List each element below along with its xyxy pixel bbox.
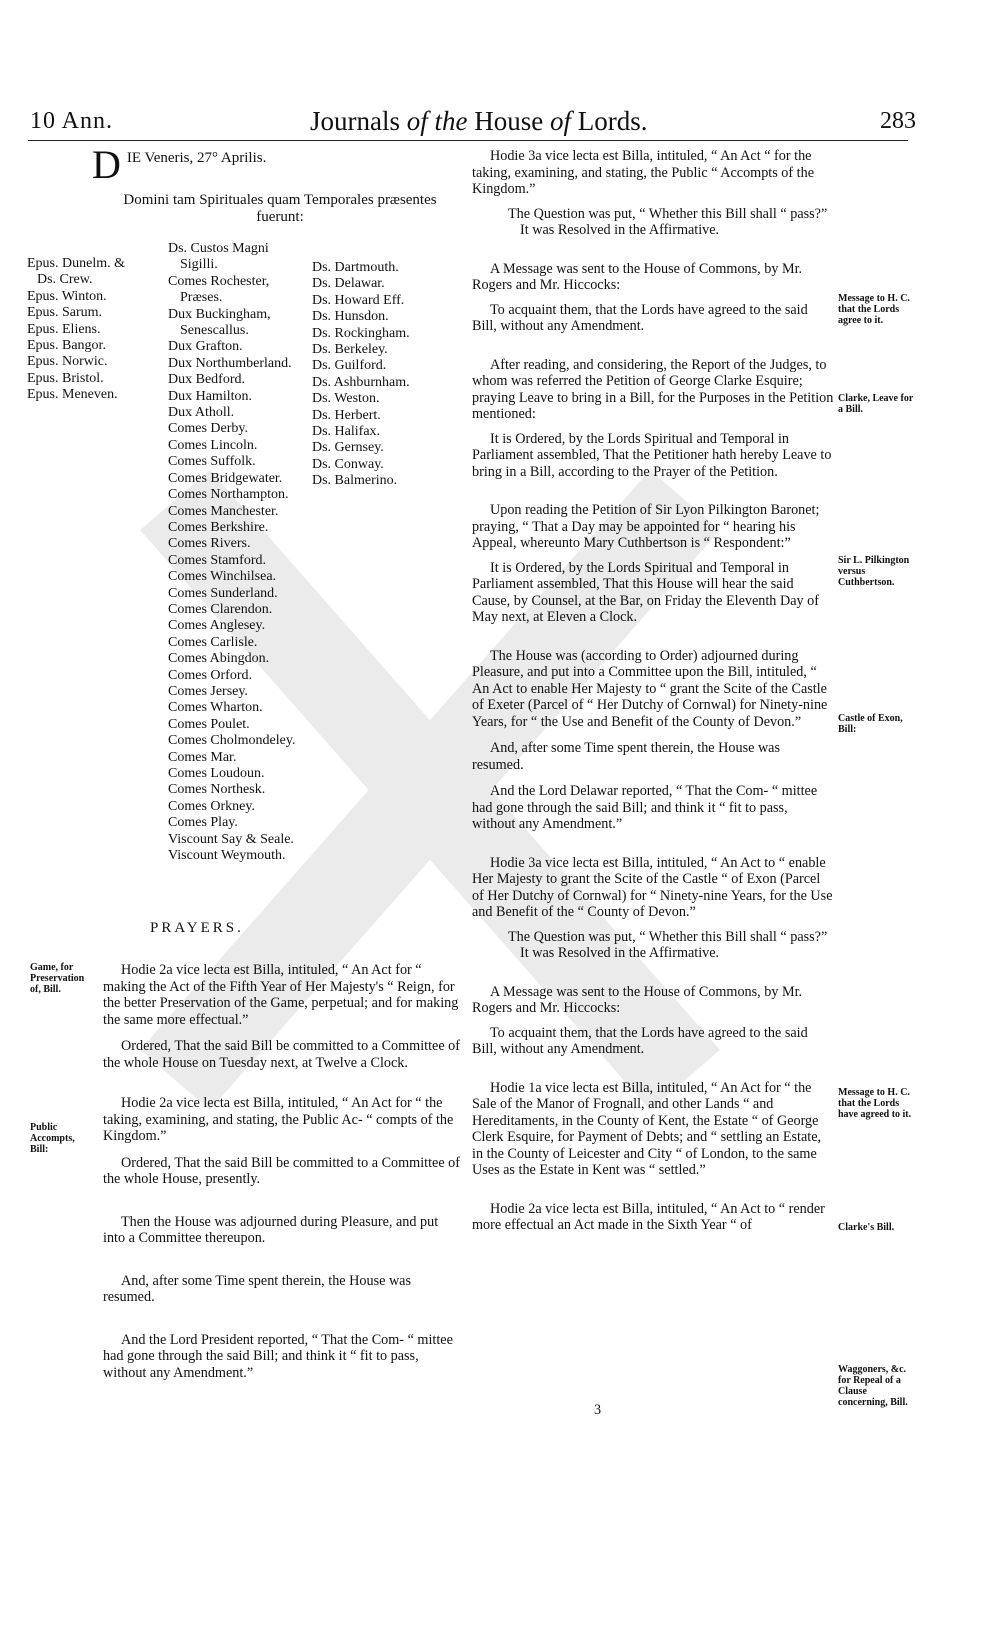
lord-name: Epus. Winton. <box>27 288 107 304</box>
margin-note-clarke-leave: Clarke, Leave for a Bill. <box>838 393 914 415</box>
drop-cap: D <box>92 142 121 187</box>
date-line <box>92 142 452 187</box>
lord-name: Comes Lincoln. <box>168 437 258 453</box>
margin-note-castle: Castle of Exon, Bill: <box>838 713 903 735</box>
right-column <box>472 148 834 1234</box>
page-title <box>310 106 648 137</box>
lord-name: Comes Wharton. <box>168 700 263 716</box>
lord-name: Epus. Norwic. <box>27 354 108 370</box>
prayers-heading: PRAYERS. <box>150 920 244 936</box>
lord-name: Comes Poulet. <box>168 716 250 732</box>
lord-name: Ds. Balmerino. <box>312 473 398 489</box>
lord-name: Viscount Say & Seale. <box>168 831 294 847</box>
paragraph: And the Lord President reported, “ That the Com- “ mittee had gone through the said Bill; and think it “ fit to pass, without any Amendment.” <box>103 1331 453 1381</box>
lord-name: Comes Derby. <box>168 421 248 437</box>
date-text: IE Veneris, 27° Aprilis. <box>126 150 267 166</box>
lord-name: Dux Northumberland. <box>168 355 292 371</box>
paragraph: And the Lord Delawar reported, “ That the Com- “ mittee had gone through the said Bill; and think it “ fit to pass, without any Amendment.” <box>472 783 818 832</box>
lord-name: Epus. Bangor. <box>27 338 106 354</box>
paragraph: And, after some Time spent therein, the House was resumed. <box>103 1272 412 1305</box>
lord-name: Ds. Hunsdon. <box>312 309 389 325</box>
paragraph: After reading, and considering, the Report of the Judges, to whom was referred the Petition of George Clarke Esquire; praying Leave to bring in a Bill, for the Purposes in the Petition mentioned: <box>472 356 834 422</box>
lord-name: Comes Stamford. <box>168 552 266 568</box>
lord-name: Ds. Guilford. <box>312 358 387 374</box>
title-part: of <box>550 106 572 136</box>
paragraph: It was Resolved in the Affirmative. <box>520 222 720 238</box>
lord-name: Ds. Howard Eff. <box>312 292 405 308</box>
lord-name: Ds. Custos Magni <box>168 241 269 256</box>
lord-name: Comes Northesk. <box>168 782 266 798</box>
lord-name: Comes Northampton. <box>168 487 289 503</box>
lord-name: Epus. Bristol. <box>27 370 104 386</box>
paragraph: Ordered, That the said Bill be committed to a Committee of the whole House, presently. <box>103 1154 460 1187</box>
lord-name: Ds. Dartmouth. <box>312 260 399 275</box>
paragraph: Hodie 3a vice lecta est Billa, intituled, “ An Act to “ enable Her Majesty to grant the Scite of the Castle “ of Exon (Parcel of Her Dutchy of Cornwal) for “ Ninety-nine Years, for the Use and Benefit of the “ County of Devon.” <box>472 854 833 920</box>
signature-mark: 3 <box>594 1402 602 1418</box>
lord-name: Comes Orkney. <box>168 798 255 814</box>
lord-name: Ds. Crew. <box>37 272 93 288</box>
lord-name: Ds. Herbert. <box>312 407 381 423</box>
paragraph: Hodie 3a vice lecta est Billa, intituled, “ An Act “ for the taking, examining, and stating, the Public “ Accompts of the Kingdom.” <box>472 148 815 197</box>
lord-name: Comes Cholmondeley. <box>168 733 296 749</box>
lord-name: Viscount Weymouth. <box>168 848 286 864</box>
lords-list-bishops <box>27 256 125 404</box>
lord-name: Comes Orford. <box>168 667 252 683</box>
lord-name: Dux Buckingham, <box>168 306 271 322</box>
paragraph: It is Ordered, by the Lords Spiritual and Temporal in Parliament assembled, That this House will hear the said Cause, by Counsel, at the Bar, on Friday the Eleventh Day of May next, at Eleven a Clock. <box>472 559 819 625</box>
lord-name: Comes Sunderland. <box>168 585 278 601</box>
paragraph: Hodie 2a vice lecta est Billa, intituled, “ An Act for “ the taking, examining, and stating, the Public Ac- “ compts of the Kingdom.” <box>103 1095 454 1144</box>
lord-name: Comes Winchilsea. <box>168 569 277 585</box>
margin-note-accompts: Public Accompts, Bill: <box>30 1122 75 1155</box>
paragraph: It was Resolved in the Affirmative. <box>520 945 720 961</box>
lord-name: Senescallus. <box>180 323 249 339</box>
lord-name: Præses. <box>180 290 223 306</box>
paragraph: To acquaint them, that the Lords have agreed to the said Bill, without any Amendment. <box>472 1024 808 1057</box>
paragraph: Hodie 1a vice lecta est Billa, intituled, “ An Act for “ the Sale of the Manor of Frognall, and other Lands “ and Hereditaments, in the County of Kent, the Estate “ of George Clerk Esquire, for Payment of Debts; and “ settling an Estate, in the County of Leicester and City “ of London, to the same Uses as the Estate in Kent was “ settled.” <box>472 1079 822 1178</box>
lord-name: Comes Rivers. <box>168 536 251 552</box>
lord-name: Sigilli. <box>180 257 218 273</box>
paragraph: Hodie 2a vice lecta est Billa, intituled, “ An Act for “ making the Act of the Fifth Year of Her Majesty's “ Reign, for the better Preservation of the Game, perpetual; and for making the same more effectual.” <box>103 962 459 1028</box>
title-part: Lords. <box>571 106 648 136</box>
paragraph: And, after some Time spent therein, the House was resumed. <box>472 740 781 773</box>
lord-name: Comes Suffolk. <box>168 454 256 470</box>
header-rule <box>28 140 908 141</box>
title-part: of the <box>406 106 468 136</box>
paragraph: The House was (according to Order) adjourned during Pleasure, and put into a Committee upon the Bill, intituled, “ An Act to enable Her Majesty to “ grant the Scite of the Castle of Exeter (Parcel of “ Her Dutchy of Cornwal) for Ninety-nine Years, for “ the Use and Benefit of the County of Devon.” <box>472 647 828 730</box>
paragraph: The Question was put, “ Whether this Bill shall “ pass?” <box>508 928 828 945</box>
present-heading-line: fuerunt: <box>256 208 304 225</box>
left-column <box>103 962 460 1381</box>
margin-note-pilkington: Sir L. Pilkington versus Cuthbertson. <box>838 555 910 588</box>
lord-name: Comes Mar. <box>168 749 237 765</box>
margin-note-message: Message to H. C. that the Lords agree to it. <box>838 293 910 326</box>
lord-name: Comes Carlisle. <box>168 634 258 650</box>
lord-name: Comes Rochester, <box>168 273 270 289</box>
lord-name: Ds. Ashburnham. <box>312 374 410 390</box>
lord-name: Ds. Delawar. <box>312 276 385 292</box>
margin-note-clarke-bill: Clarke's Bill. <box>838 1222 895 1233</box>
lord-name: Epus. Meneven. <box>27 387 118 403</box>
paragraph: Upon reading the Petition of Sir Lyon Pilkington Baronet; praying, “ That a Day may be appointed for “ hearing his Appeal, whereunto Mary Cuthbertson is “ Respondent:” <box>472 502 820 551</box>
present-heading <box>90 192 470 225</box>
lord-name: Ds. Halifax. <box>312 424 381 440</box>
lords-list-peers <box>168 241 295 864</box>
lord-name: Dux Grafton. <box>168 339 243 355</box>
lord-name: Ds. Rockingham. <box>312 325 410 341</box>
lord-name: Comes Abingdon. <box>168 651 270 667</box>
lord-name: Comes Clarendon. <box>168 601 273 617</box>
lord-name: Ds. Gernsey. <box>312 440 384 456</box>
title-part: House <box>467 106 550 136</box>
paragraph: The Question was put, “ Whether this Bill shall “ pass?” <box>508 205 828 222</box>
lord-name: Dux Atholl. <box>168 405 235 421</box>
paragraph: Then the House was adjourned during Pleasure, and put into a Committee thereupon. <box>103 1213 439 1246</box>
lord-name: Ds. Conway. <box>312 456 384 472</box>
margin-note-message: Message to H. C. that the Lords have agreed to it. <box>838 1087 912 1120</box>
margin-note-game: Game, for Preservation of, Bill. <box>30 962 85 995</box>
paragraph: To acquaint them, that the Lords have agreed to the said Bill, without any Amendment. <box>472 301 808 334</box>
margin-note-waggoners: Waggoners, &c. for Repeal of a Clause concerning, Bill. <box>838 1364 908 1408</box>
lord-name: Comes Bridgewater. <box>168 470 283 486</box>
lord-name: Comes Jersey. <box>168 683 248 699</box>
lords-list-barons <box>312 260 410 490</box>
lord-name: Dux Hamilton. <box>168 388 252 404</box>
lord-name: Ds. Berkeley. <box>312 342 388 358</box>
present-heading-line: Domini tam Spirituales quam Temporales præsentes <box>123 192 437 208</box>
header-left: 10 Ann. <box>30 108 114 134</box>
paragraph: It is Ordered, by the Lords Spiritual and Temporal in Parliament assembled, That the Petitioner hath hereby Leave to bring in a Bill, according to the Prayer of the Petition. <box>472 430 832 480</box>
lord-name: Ds. Weston. <box>312 391 380 407</box>
paragraph: A Message was sent to the House of Commons, by Mr. Rogers and Mr. Hiccocks: <box>472 260 803 293</box>
page-number: 283 <box>880 108 916 134</box>
lord-name: Comes Anglesey. <box>168 618 266 634</box>
lord-name: Comes Play. <box>168 815 238 831</box>
paragraph: A Message was sent to the House of Commons, by Mr. Rogers and Mr. Hiccocks: <box>472 983 803 1016</box>
title-part: Journals <box>310 106 407 136</box>
lord-name: Epus. Sarum. <box>27 305 103 321</box>
lord-name: Comes Berkshire. <box>168 519 269 535</box>
paragraph: Hodie 2a vice lecta est Billa, intituled, “ An Act to “ render more effectual an Act made in the Sixth Year “ of <box>472 1200 825 1233</box>
paragraph: Ordered, That the said Bill be committed to a Committee of the whole House on Tuesday next, at Twelve a Clock. <box>103 1038 460 1071</box>
lord-name: Dux Bedford. <box>168 372 245 388</box>
lord-name: Epus. Dunelm. & <box>27 256 125 271</box>
lord-name: Comes Loudoun. <box>168 766 265 781</box>
lord-name: Comes Manchester. <box>168 503 279 519</box>
lord-name: Epus. Eliens. <box>27 321 101 337</box>
